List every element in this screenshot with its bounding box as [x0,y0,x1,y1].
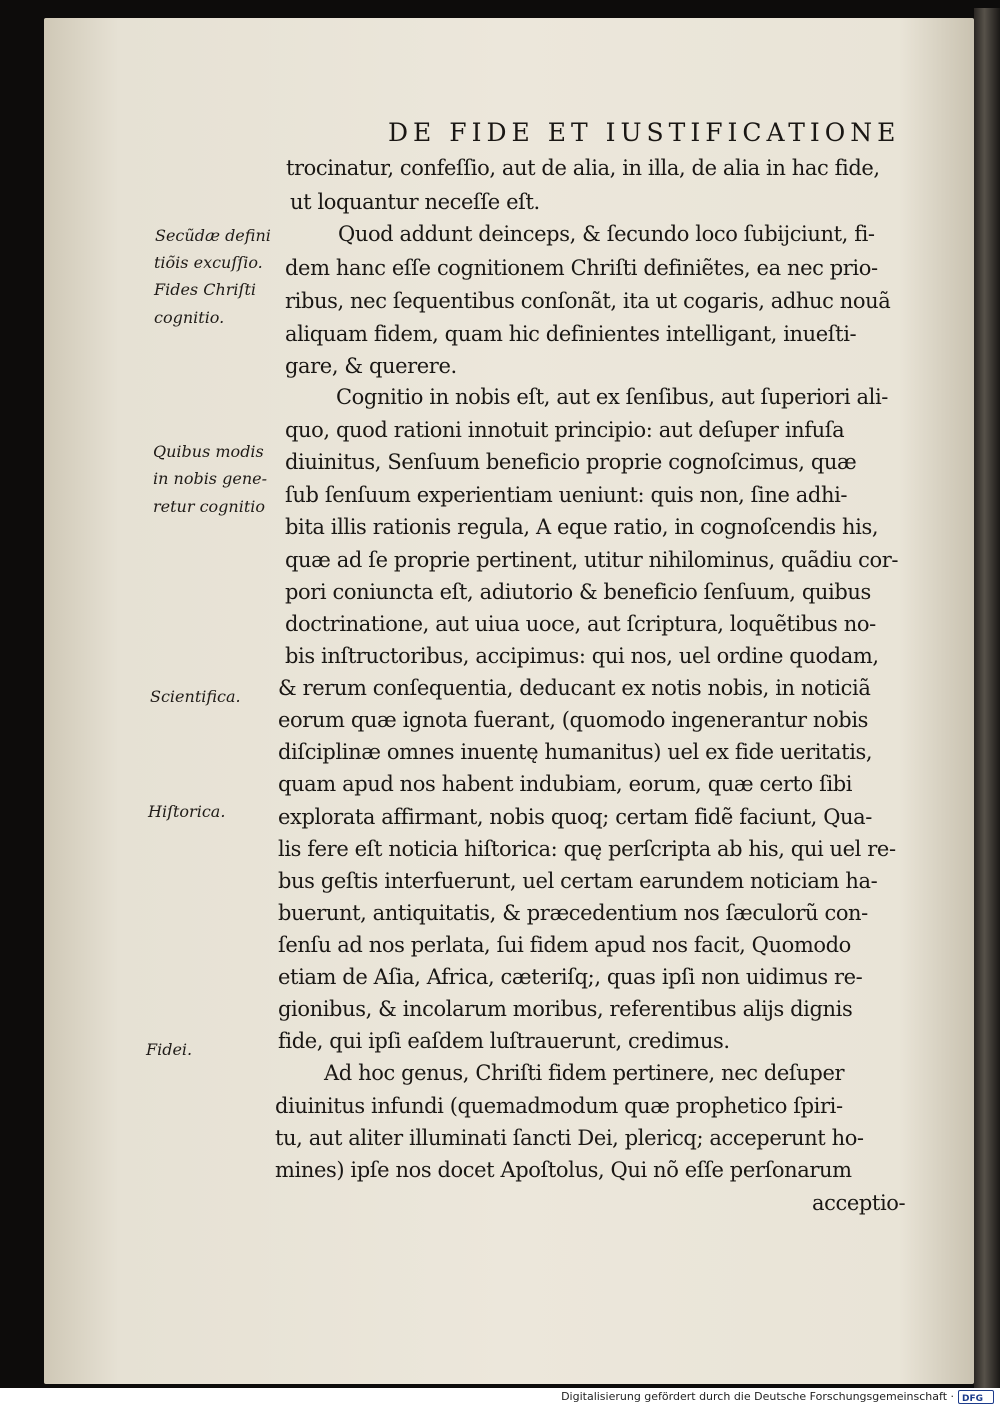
margin-note: Quibus modis [153,442,264,461]
text-line: dem hanc eſſe cognitionem Chriſti definiẽtes, ea nec prio- [285,256,878,280]
dfg-logo [958,1390,994,1404]
margin-note: Fidei. [146,1040,193,1059]
text-line: quæ ad ſe proprie pertinent, utitur nihilominus, quãdiu cor- [285,548,899,572]
text-line: tu, aut aliter illuminati ſancti Dei, plericq; acceperunt ho- [275,1126,864,1150]
margin-note: Fides Chriſti [154,280,257,299]
margin-note: tiõis excuſſio. [154,253,263,272]
text-line: Quod addunt deinceps, & ſecundo loco ſubijciunt, fi- [338,222,875,246]
text-line: & rerum conſequentia, deducant ex notis nobis, in noticiã [278,676,871,700]
margin-note: cognitio. [154,308,225,327]
text-line: pori coniuncta eſt, adiutorio & beneficio ſenſuum, quibus [285,580,871,604]
text-line: diuinitus infundi (quemadmodum quæ prophetico ſpiri- [275,1094,843,1118]
margin-note: in nobis gene- [153,469,267,488]
text-line: explorata affirmant, nobis quoq; certam fidẽ faciunt, Qua- [278,805,872,829]
text-line: bita illis rationis regula, A eque ratio, in cognoſcendis his, [285,515,879,539]
text-line: gare, & querere. [285,354,457,378]
margin-note: Scientifica. [150,687,241,706]
text-line: diſciplinæ omnes inuentę humanitus) uel ex fide ueritatis, [278,740,873,764]
text-line: Ad hoc genus, Chriſti fidem pertinere, nec deſuper [324,1061,845,1085]
margin-note: Secũdæ defini [155,226,271,245]
text-line: quo, quod rationi innotuit principio: aut deſuper infuſa [285,418,845,442]
text-line: ſenſu ad nos perlata, ſui fidem apud nos facit, Quomodo [278,933,851,957]
dfg-logo-text: DFG [962,1394,984,1403]
text-line: acceptio- [812,1191,906,1215]
text-line: doctrinatione, aut uiua uoce, aut ſcriptura, loquẽtibus no- [285,612,876,636]
text-line: ſub ſenſuum experientiam ueniunt: quis non, ſine adhi- [285,483,848,507]
text-line: eorum quæ ignota fuerant, (quomodo ingenerantur nobis [278,708,869,732]
text-line: quam apud nos habent indubiam, eorum, quæ certo ſibi [278,772,853,796]
text-line: ut loquantur neceſſe eſt. [290,190,540,214]
text-line: diuinitus, Senſuum beneficio proprie cognoſcimus, quæ [285,450,857,474]
text-line: etiam de Aſia, Africa, cæteriſq;, quas ipſi non uidimus re- [278,965,863,989]
footer-bar [0,1388,1000,1407]
text-line: trocinatur, confeſſio, aut de alia, in illa, de alia in hac fide, [286,156,880,180]
text-line: fide, qui ipſi eaſdem luſtrauerunt, credimus. [278,1029,730,1053]
margin-note: Hiſtorica. [148,802,226,821]
margin-note: retur cognitio [153,497,266,516]
text-line: buerunt, antiquitatis, & præcedentium nos ſæculorũ con- [278,901,868,925]
text-line: Cognitio in nobis eſt, aut ex ſenſibus, aut ſuperiori ali- [336,385,888,409]
text-line: bis inſtructoribus, accipimus: qui nos, uel ordine quodam, [285,644,879,668]
running-head: DE FIDE ET IUSTIFICATIONE [388,118,901,147]
text-line: ribus, nec ſequentibus conſonãt, ita ut cogaris, adhuc nouã [285,289,891,313]
text-line: gionibus, & incolarum moribus, referentibus alijs dignis [278,997,853,1021]
text-line: mines) ipſe nos docet Apoſtolus, Qui nõ eſſe perſonarum [275,1158,852,1182]
funding-credit: Digitalisierung gefördert durch die Deutsche Forschungsgemeinschaft · [561,1390,954,1403]
text-line: lis fere eſt noticia hiſtorica: quę perſcripta ab his, qui uel re- [278,837,896,861]
text-line: bus geſtis interfuerunt, uel certam earundem noticiam ha- [278,869,878,893]
text-line: aliquam fidem, quam hic definientes intelligant, inueſti- [285,322,857,346]
adjacent-page-edge [974,8,1000,1388]
